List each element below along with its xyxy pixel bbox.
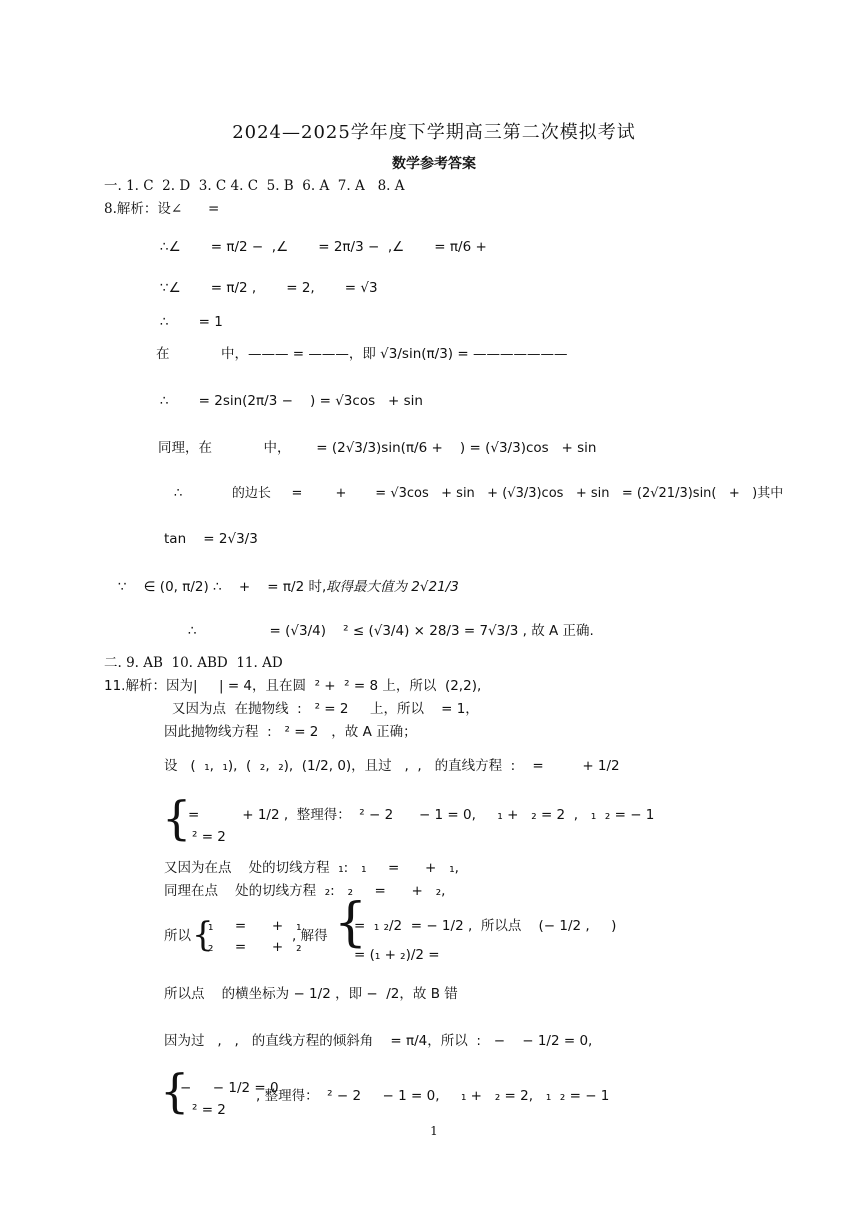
q11-system1-eq2: ² = 2 [192, 829, 226, 845]
q11-line8: 所以点 的横坐标为 − 1/2 ，即 − /2，故 B 错 [164, 986, 458, 1002]
q11-system3-eq2: = (₁ + ₂)/2 = [354, 947, 440, 963]
q11-system3-eq1: = ₁ ₂/2 = − 1/2 , 所以点 (− 1/2 , ) [354, 918, 617, 934]
q8-line8: tan = 2√3/3 [164, 531, 258, 547]
exam-title: 2024—2025学年度下学期高三第二次模拟考试 [232, 122, 636, 143]
q11-system1-eq1: = + 1/2 , 整理得： ² − 2 − 1 = 0, ₁ + ₂ = 2 , ₁ ₂ = − 1 [188, 807, 655, 823]
q8-line7: ∴ 的边长 = + = √3cos + sin + (√3/3)cos + sin = (2√21/3)sin( + )其中 [174, 486, 784, 501]
q11-system2-eq1: ₁ = + ₁ [208, 918, 302, 934]
system-brace-3: { [334, 893, 368, 953]
q11-line7-label: 所以 [164, 928, 191, 944]
q11-line4: 设 ( ₁, ₁), ( ₂, ₂), (1/2, 0)，且过 , , 的直线方程 : = + 1/2 [164, 758, 620, 774]
q8-line5: ∴ = 2sin(2π/3 − ) = √3cos + sin [160, 393, 423, 409]
q11-line2: 又因为点 在抛物线 : ² = 2 上，所以 = 1， [172, 701, 479, 717]
q8-line6: 同理，在 中， = (2√3/3)sin(π/6 + ) = (√3/3)cos + sin [158, 440, 597, 456]
q11-line9: 因为过 , , 的直线方程的倾斜角 = π/4，所以 : − − 1/2 = 0, [164, 1033, 593, 1049]
system-brace-4: { [160, 1064, 190, 1118]
q8-line4: 在 中，——— = ———，即 √3/sin(π/3) = ——————— [156, 346, 568, 362]
q8-header: 8.解析：设∠ = [104, 201, 220, 217]
answer-key-part1: 一. 1. C 2. D 3. C 4. C 5. B 6. A 7. A 8. A [104, 178, 405, 194]
q11-line3: 因此抛物线方程 : ² = 2 ，故 A 正确； [164, 724, 417, 740]
q11-line6: 同理在点 处的切线方程 ₂: ₂ = + ₂, [164, 883, 446, 899]
q11-line5: 又因为在点 处的切线方程 ₁: ₁ = + ₁, [164, 860, 459, 876]
q8-line2: ∵∠ = π/2 , = 2, = √3 [160, 280, 378, 296]
exam-subtitle: 数学参考答案 [392, 156, 476, 172]
q8-line1: ∴∠ = π/2 − ,∠ = 2π/3 − ,∠ = π/6 + [160, 239, 487, 255]
q11-line1: 11.解析：因为| | = 4，且在圆 ² + ² = 8 上，所以 (2,2), [104, 678, 482, 694]
q8-line10: ∴ = (√3/4) ² ≤ (√3/4) × 28/3 = 7√3/3 , 故 A 正确. [188, 623, 594, 639]
page-number: 1 [430, 1124, 438, 1138]
q11-system4-result: , 整理得： ² − 2 − 1 = 0, ₁ + ₂ = 2, ₁ ₂ = − 1 [256, 1088, 610, 1104]
answer-key-part2: 二. 9. AB 10. ABD 11. AD [104, 655, 283, 671]
q11-line7-solve: , 解得 [292, 928, 328, 944]
q8-line9-max: 取得最大值为 2√21/3 [326, 579, 459, 595]
q11-system2-eq2: ₂ = + ₂ [208, 939, 302, 955]
q11-system4-eq1: − − 1/2 = 0 [180, 1080, 279, 1096]
system-brace-2: { [192, 915, 214, 955]
q8-line3: ∴ = 1 [160, 314, 223, 330]
q8-line9-condition: ∵ ∈ (0, π/2) ∴ + = π/2 时, [118, 579, 327, 595]
system-brace-1: { [162, 791, 192, 845]
q11-system4-eq2: ² = 2 [192, 1102, 226, 1118]
